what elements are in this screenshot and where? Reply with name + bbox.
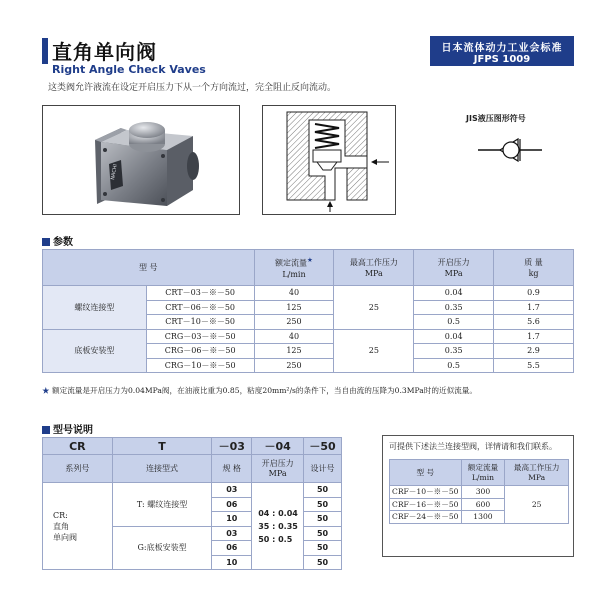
flange-info-box xyxy=(382,435,574,557)
cell-cracking: 0.5 xyxy=(414,315,494,330)
cell-model: CRG－06－※－50 xyxy=(146,344,254,359)
header-flow xyxy=(254,250,334,286)
cell-flow: 125 xyxy=(254,300,334,315)
cell-cracking: 0.35 xyxy=(414,344,494,359)
jis-symbol-label: JIS液压图形符号 xyxy=(466,114,526,123)
pressure-options xyxy=(252,483,304,570)
flange-note: 可提供下述法兰连接型阀，详情请和我们联系。 xyxy=(389,442,557,451)
flange-model: CRF－24－※－50 xyxy=(390,511,462,524)
cell-pressure: 25 xyxy=(334,329,414,373)
label-design: 设计号 xyxy=(304,455,342,483)
cell-cracking: 0.04 xyxy=(414,329,494,344)
cell-cracking: 0.35 xyxy=(414,300,494,315)
intro-description: 这类阀允许液流在设定开启压力下从一个方向流过，完全阻止反向流动。 xyxy=(48,83,337,93)
cell-model: CRT－10－※－50 xyxy=(146,315,254,330)
pressure-option: 50 : 0.5 xyxy=(258,534,293,544)
type-subplate: G:底板安装型 xyxy=(112,526,212,570)
cell-flow: 250 xyxy=(254,358,334,373)
label-type: 连接型式 xyxy=(112,455,212,483)
cell-cracking: 0.5 xyxy=(414,358,494,373)
size-value: 10 xyxy=(212,555,252,570)
series-line-2: 单向阀 xyxy=(53,532,77,542)
header-cracking-unit: MPa xyxy=(444,268,463,278)
header-pressure-unit: MPa xyxy=(364,268,383,278)
flange-pressure: 25 xyxy=(505,486,569,524)
cell-flow: 250 xyxy=(254,315,334,330)
section-drawing xyxy=(262,105,396,215)
flange-flow: 1300 xyxy=(461,511,505,524)
cross-section-illustration xyxy=(263,106,395,214)
standard-badge-line1: 日本流体动力工业会标准 xyxy=(441,43,563,54)
cell-mass: 1.7 xyxy=(494,300,574,315)
nameplate-text: NACHI xyxy=(110,163,119,181)
design-value: 50 xyxy=(304,512,342,527)
flange-flow-unit: L/min xyxy=(471,472,495,482)
cell-model: CRT－06－※－50 xyxy=(146,300,254,315)
cell-mass: 0.9 xyxy=(494,286,574,301)
size-value: 03 xyxy=(212,526,252,541)
size-value: 03 xyxy=(212,483,252,498)
design-value: 50 xyxy=(304,541,342,556)
flange-header-row xyxy=(390,460,569,486)
size-value: 06 xyxy=(212,497,252,512)
params-header-row xyxy=(43,250,574,286)
header-flow-unit: L/min xyxy=(282,269,306,279)
label-pressure xyxy=(252,455,304,483)
table-row xyxy=(390,486,569,499)
flange-pressure-unit: MPa xyxy=(528,472,546,482)
cell-flow: 40 xyxy=(254,329,334,344)
label-series: 系列号 xyxy=(43,455,113,483)
flange-model: CRF－16－※－50 xyxy=(390,498,462,511)
cell-cracking: 0.04 xyxy=(414,286,494,301)
page-subtitle: Right Angle Check Vaves xyxy=(52,63,206,76)
standard-badge-line2: JFPS 1009 xyxy=(473,54,531,65)
heading-square-icon xyxy=(42,238,50,246)
cell-mass: 1.7 xyxy=(494,329,574,344)
params-table xyxy=(42,249,574,373)
header-model: 型 号 xyxy=(43,250,255,286)
flow-star-icon: ★ xyxy=(306,256,313,265)
header-cracking xyxy=(414,250,494,286)
cell-pressure: 25 xyxy=(334,286,414,330)
check-valve-symbol-icon xyxy=(478,135,542,169)
group-name: 螺纹连接型 xyxy=(43,286,147,330)
header-pressure-label: 最高工作压力 xyxy=(349,257,398,267)
params-heading xyxy=(42,233,73,248)
series-desc xyxy=(43,483,113,570)
flange-flow-label: 额定流量 xyxy=(467,462,499,472)
group-name: 底板安装型 xyxy=(43,329,147,373)
model-code-table xyxy=(42,437,342,570)
params-heading-text: 参数 xyxy=(53,237,73,248)
header-cracking-label: 开启压力 xyxy=(437,257,470,267)
size-value: 06 xyxy=(212,541,252,556)
code-row xyxy=(43,438,342,455)
label-pressure-unit: MPa xyxy=(268,468,287,478)
check-valve-photo-illustration xyxy=(43,106,239,214)
cell-model: CRG－03－※－50 xyxy=(146,329,254,344)
type-threaded: T: 螺纹连接型 xyxy=(112,483,212,527)
params-footnote xyxy=(42,385,477,396)
label-size: 规 格 xyxy=(212,455,252,483)
flange-table xyxy=(389,459,569,524)
product-photo xyxy=(42,105,240,215)
standard-badge xyxy=(430,36,574,66)
design-value: 50 xyxy=(304,483,342,498)
design-value: 50 xyxy=(304,497,342,512)
page-title: 直角单向阀 xyxy=(52,40,157,64)
pressure-option: 35 : 0.35 xyxy=(258,521,298,531)
cell-mass: 5.6 xyxy=(494,315,574,330)
size-value: 10 xyxy=(212,512,252,527)
code-size: －03 xyxy=(212,438,252,455)
label-pressure-text: 开启压力 xyxy=(261,458,294,468)
cell-model: CRG－10－※－50 xyxy=(146,358,254,373)
model-code-heading xyxy=(42,421,93,436)
footnote-star-icon: ★ xyxy=(42,386,50,395)
cell-flow: 125 xyxy=(254,344,334,359)
code-design: －50 xyxy=(304,438,342,455)
flange-flow: 600 xyxy=(461,498,505,511)
header-mass xyxy=(494,250,574,286)
design-value: 50 xyxy=(304,526,342,541)
table-row xyxy=(43,286,574,301)
flange-pressure-label: 最高工作压力 xyxy=(513,462,560,472)
series-code: CR: xyxy=(53,510,68,520)
table-row xyxy=(43,483,342,498)
cell-flow: 40 xyxy=(254,286,334,301)
title-accent-bar xyxy=(42,38,48,64)
model-code-heading-text: 型号说明 xyxy=(53,425,93,436)
heading-square-icon xyxy=(42,426,50,434)
header-pressure xyxy=(334,250,414,286)
footnote-text: 额定流量是开启压力为0.04MPa阀，在油液比重为0.85，粘度20mm²/s的条件下，当自由流的压降为0.3MPa时的近似流量。 xyxy=(52,386,477,395)
header-mass-label: 质 量 xyxy=(524,257,543,267)
label-row xyxy=(43,455,342,483)
code-pressure: －04 xyxy=(252,438,304,455)
code-series: CR xyxy=(43,438,113,455)
flange-model: CRF－10－※－50 xyxy=(390,486,462,499)
header-flow-label: 额定流量 xyxy=(274,258,307,268)
cell-mass: 2.9 xyxy=(494,344,574,359)
flange-header-model: 型 号 xyxy=(390,460,462,486)
cell-model: CRT－03－※－50 xyxy=(146,286,254,301)
flange-header-pressure xyxy=(505,460,569,486)
table-row xyxy=(43,329,574,344)
flange-flow: 300 xyxy=(461,486,505,499)
cell-mass: 5.5 xyxy=(494,358,574,373)
flange-header-flow xyxy=(461,460,505,486)
code-type: T xyxy=(112,438,212,455)
header-mass-unit: kg xyxy=(528,268,539,278)
series-line-1: 直角 xyxy=(53,521,69,531)
design-value: 50 xyxy=(304,555,342,570)
pressure-option: 04 : 0.04 xyxy=(258,508,298,518)
